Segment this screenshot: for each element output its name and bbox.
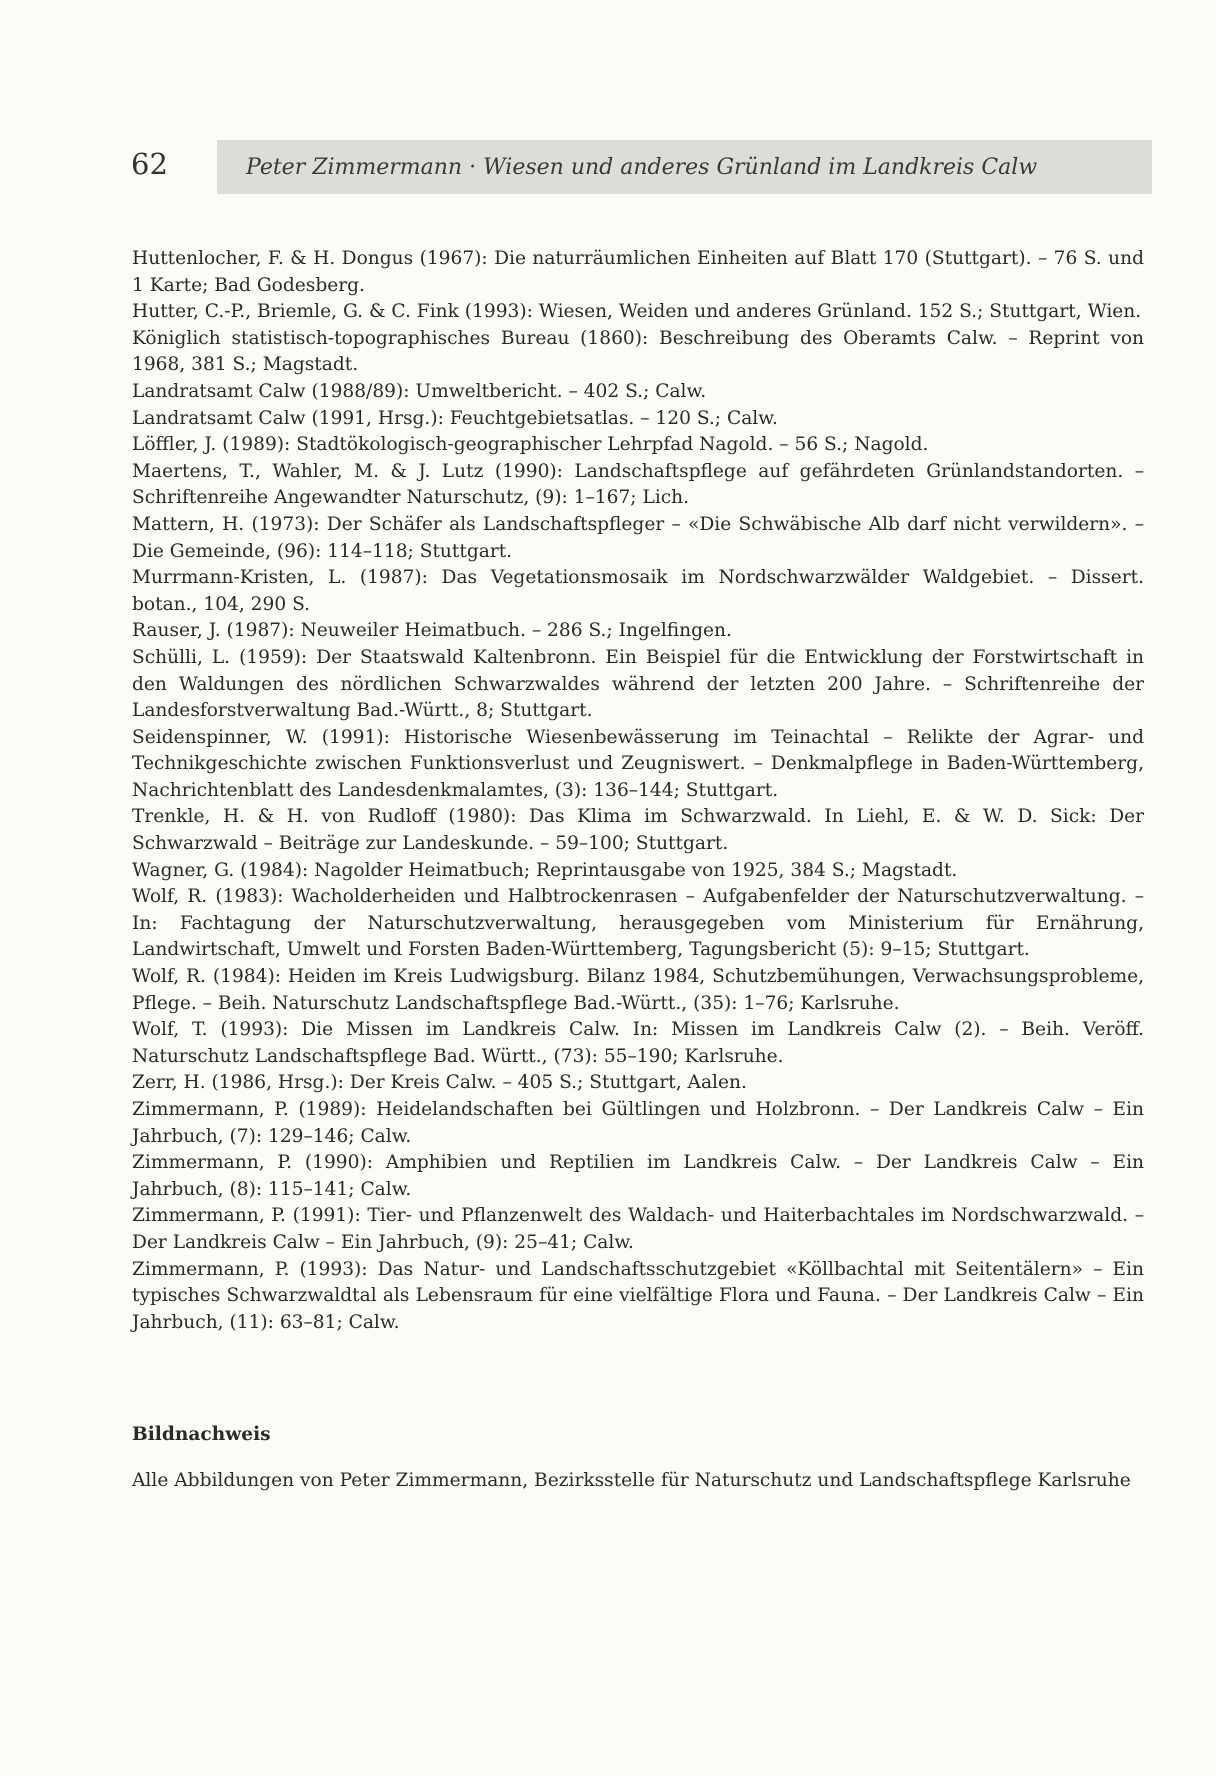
running-title: Peter Zimmermann · Wiesen und anderes Grünland im Landkreis Calw bbox=[246, 154, 1038, 180]
reference-entry: Trenkle, H. & H. von Rudloff (1980): Das Klima im Schwarzwald. In Liehl, E. & W. D. Sick: Der Schwarzwald – Beiträge zur Landeskunde. – 59–100; Stuttgart. bbox=[132, 806, 1144, 855]
reference-entry: Wolf, R. (1983): Wacholderheiden und Halbtrockenrasen – Aufgabenfelder der Naturschutzverwaltung. – In: Fachtagung der Naturschutzverwaltung, herausgegeben vom Ministerium für Ernährung, Landwirtschaft, Umwelt und Forsten Baden-Württemberg, Tagungsbericht (5): 9–15; Stuttgart. bbox=[132, 886, 1144, 961]
picture-credits-text: Alle Abbildungen von Peter Zimmermann, Bezirksstelle für Naturschutz und Landschaftspflege Karlsruhe bbox=[132, 1470, 1131, 1491]
reference-entry: Löffler, J. (1989): Stadtökologisch-geographischer Lehrpfad Nagold. – 56 S.; Nagold. bbox=[132, 434, 929, 456]
reference-entry: Wolf, T. (1993): Die Missen im Landkreis Calw. In: Missen im Landkreis Calw (2). – Beih. Veröff. Naturschutz Landschaftspflege Bad. Württ., (73): 55–190; Karlsruhe. bbox=[132, 1019, 1144, 1067]
reference-entry: Murrmann-Kristen, L. (1987): Das Vegetationsmosaik im Nordschwarzwälder Waldgebiet. – Dissert. botan., 104, 290 S. bbox=[132, 567, 1144, 615]
reference-entry: Huttenlocher, F. & H. Dongus (1967): Die naturräumlichen Einheiten auf Blatt 170 (Stuttgart). – 76 S. und 1 Karte; Bad Godesberg. bbox=[132, 248, 1144, 296]
reference-entry: Mattern, H. (1973): Der Schäfer als Landschaftspfleger – «Die Schwäbische Alb darf nicht verwildern». – Die Gemeinde, (96): 114–118; Stuttgart. bbox=[132, 513, 1144, 562]
reference-entry: Zimmermann, P. (1989): Heidelandschaften bei Gültlingen und Holzbronn. – Der Landkreis Calw – Ein Jahrbuch, (7): 129–146; Calw. bbox=[132, 1099, 1144, 1147]
page-number: 62 bbox=[131, 147, 168, 181]
reference-entry: Wagner, G. (1984): Nagolder Heimatbuch; Reprintausgabe von 1925, 384 S.; Magstadt. bbox=[132, 859, 958, 881]
reference-entry: Maertens, T., Wahler, M. & J. Lutz (1990): Landschaftspflege auf gefährdeten Grünlandstandorten. – Schriftenreihe Angewandter Naturschutz, (9): 1–167; Lich. bbox=[132, 460, 1144, 509]
reference-list bbox=[132, 246, 1144, 1336]
reference-entry: Zerr, H. (1986, Hrsg.): Der Kreis Calw. – 405 S.; Stuttgart, Aalen. bbox=[132, 1072, 747, 1094]
reference-entry: Zimmermann, P. (1990): Amphibien und Reptilien im Landkreis Calw. – Der Landkreis Calw – Ein Jahrbuch, (8): 115–141; Calw. bbox=[132, 1152, 1144, 1200]
reference-entry: Landratsamt Calw (1991, Hrsg.): Feuchtgebietsatlas. – 120 S.; Calw. bbox=[132, 407, 778, 429]
reference-entry: Zimmermann, P. (1993): Das Natur- und Landschaftsschutzgebiet «Köllbachtal mit Seitentälern» – Ein typisches Schwarzwaldtal als Lebensraum für eine vielfältige Flora und Fauna. – Der Landkreis Calw – Ein Jahrbuch, (11): 63–81; Calw. bbox=[132, 1258, 1144, 1333]
reference-entry: Landratsamt Calw (1988/89): Umweltbericht. – 402 S.; Calw. bbox=[132, 380, 707, 402]
reference-entry: Königlich statistisch-topographisches Bureau (1860): Beschreibung des Oberamts Calw. – Reprint von 1968, 381 S.; Magstadt. bbox=[132, 327, 1144, 376]
picture-credits-heading: Bildnachweis bbox=[132, 1424, 271, 1445]
reference-entry: Wolf, R. (1984): Heiden im Kreis Ludwigsburg. Bilanz 1984, Schutzbemühungen, Verwachsungsprobleme, Pflege. – Beih. Naturschutz Landschaftspflege Bad.-Württ., (35): 1–76; Karlsruhe. bbox=[132, 966, 1144, 1014]
running-header bbox=[217, 140, 1152, 194]
reference-entry: Schülli, L. (1959): Der Staatswald Kaltenbronn. Ein Beispiel für die Entwicklung der Forstwirtschaft in den Waldungen des nördlichen Schwarzwaldes während der letzten 200 Jahre. – Schriftenreihe der Landesforstverwaltung Bad.-Württ., 8; Stuttgart. bbox=[132, 646, 1144, 722]
reference-entry: Zimmermann, P. (1991): Tier- und Pflanzenwelt des Waldach- und Haiterbachtales im Nordschwarzwald. – Der Landkreis Calw – Ein Jahrbuch, (9): 25–41; Calw. bbox=[132, 1205, 1144, 1253]
reference-entry: Seidenspinner, W. (1991): Historische Wiesenbewässerung im Teinachtal – Relikte der Agrar- und Technikgeschichte zwischen Funktionsverlust und Zeugniswert. – Denkmalpflege in Baden-Württemberg, Nachrichtenblatt des Landesdenkmalamtes, (3): 136–144; Stuttgart. bbox=[132, 726, 1144, 801]
reference-entry: Rauser, J. (1987): Neuweiler Heimatbuch. – 286 S.; Ingelfingen. bbox=[132, 620, 732, 642]
reference-entry: Hutter, C.-P., Briemle, G. & C. Fink (1993): Wiesen, Weiden und anderes Grünland. 152 S.; Stuttgart, Wien. bbox=[132, 301, 1142, 323]
